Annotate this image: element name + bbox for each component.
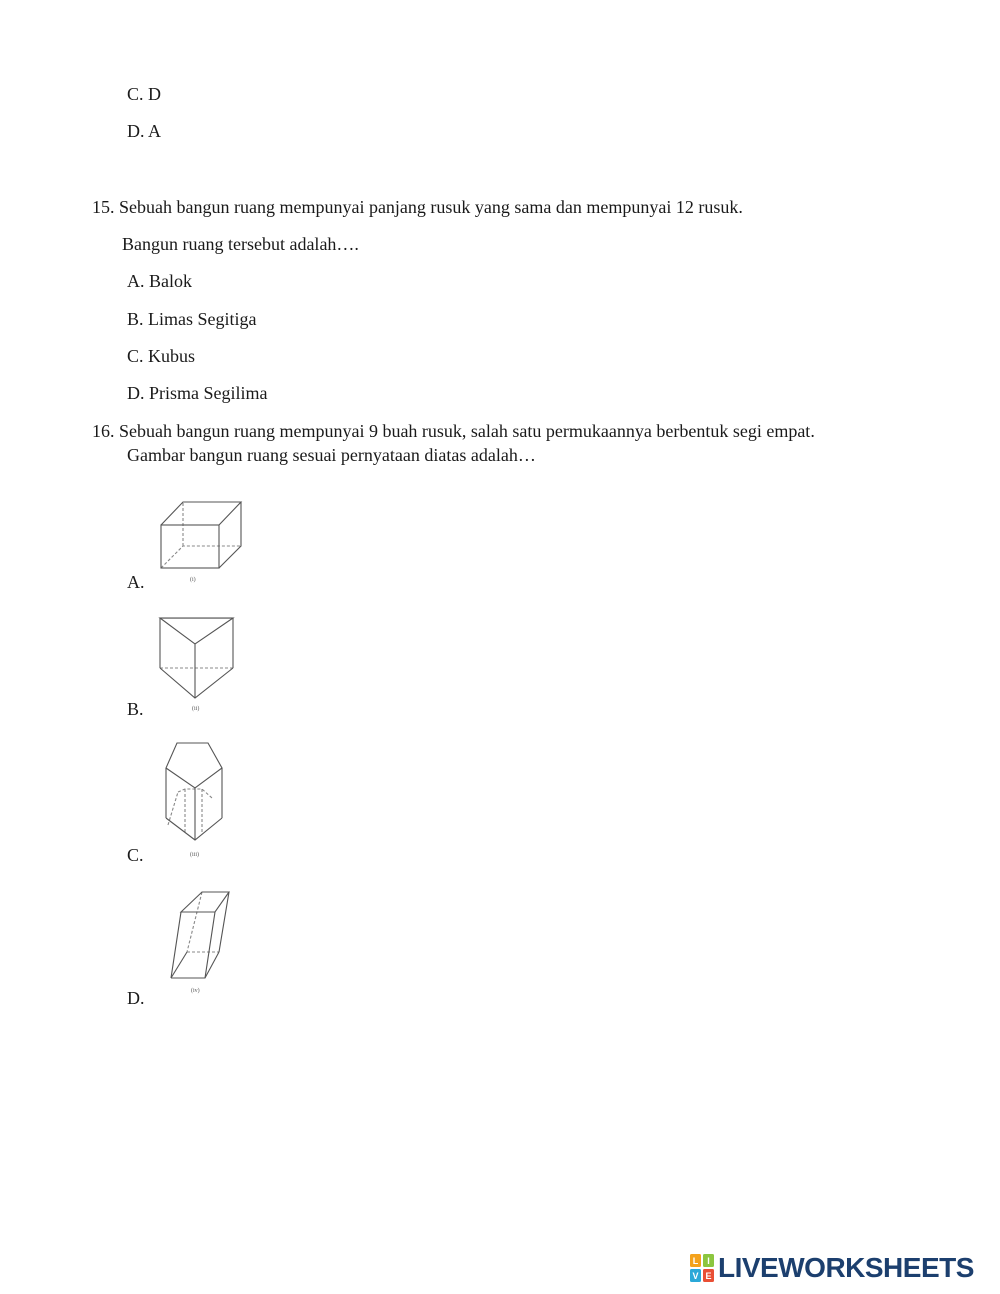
figure-caption: (i): [190, 577, 196, 583]
q16-option-d-figure: [163, 886, 238, 996]
q15-prompt: Bangun ruang tersebut adalah….: [122, 234, 359, 254]
figure-caption: (ii): [192, 706, 200, 712]
q16-option-a-figure: [155, 498, 250, 584]
cube-top-face: [161, 502, 241, 525]
figure-caption: (iv): [191, 988, 200, 994]
q16-question-line2: Gambar bangun ruang sesuai pernyataan diatas adalah…: [127, 445, 536, 465]
prism-top-face: [160, 618, 233, 644]
prev-option-d: D. A: [127, 121, 162, 141]
oblique-top-face: [181, 892, 229, 912]
mark-letter: I: [707, 1256, 710, 1266]
prev-option-c: C. D: [127, 84, 162, 104]
q15-option-c: C. Kubus: [127, 346, 196, 366]
q16-option-d-label: D.: [127, 988, 145, 1008]
cube-right-face: [219, 502, 241, 568]
liveworksheets-logo: [690, 1254, 974, 1282]
q16-option-c-label: C.: [127, 845, 144, 865]
q16-option-a-label: A.: [127, 572, 145, 592]
cube-back-edges: [161, 546, 241, 568]
cube-front-face: [161, 525, 219, 568]
figure-caption: (iii): [190, 852, 199, 858]
q16-option-b-label: B.: [127, 699, 144, 719]
mark-letter: V: [692, 1271, 699, 1281]
q16-question-line1: 16. Sebuah bangun ruang mempunyai 9 buah rusuk, salah satu permukaannya berbentuk segi empat.: [92, 421, 815, 441]
q15-option-b: B. Limas Segitiga: [127, 309, 257, 329]
liveworksheets-wordmark: LIVEWORKSHEETS: [718, 1252, 974, 1283]
liveworksheets-mark-icon: [690, 1254, 714, 1282]
mark-letter: E: [705, 1271, 712, 1281]
pentagon-top-face: [166, 743, 222, 788]
q16-option-b-figure: [155, 614, 240, 714]
q15-question: 15. Sebuah bangun ruang mempunyai panjang rusuk yang sama dan mempunyai 12 rusuk.: [92, 197, 743, 217]
q15-option-d: D. Prisma Segilima: [127, 383, 268, 403]
mark-letter: L: [692, 1256, 699, 1266]
q15-option-a: A. Balok: [127, 271, 192, 291]
q16-option-c-figure: [160, 740, 230, 860]
